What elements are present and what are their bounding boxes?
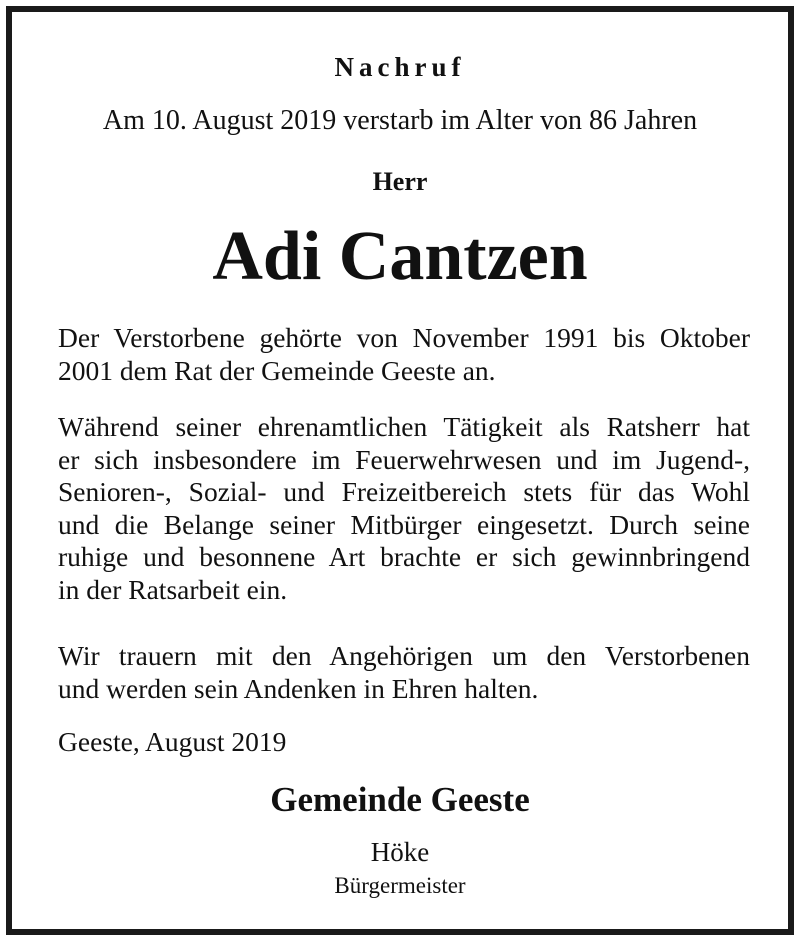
- text-line: Während seiner ehrenamtlichen Tätigkeit als Ratsherr hat: [58, 411, 750, 442]
- text-line: Der Verstorbene gehörte von November 1991 bis Oktober: [58, 322, 750, 353]
- text-line: und die Belange seiner Mitbürger eingesetzt. Durch seine: [58, 508, 750, 540]
- text-line: er sich insbesondere im Feuerwehrwesen und im Jugend-,: [58, 443, 750, 475]
- text-line: Wir trauern mit den Angehörigen um den Verstorbenen: [58, 640, 750, 671]
- paragraph-mourning: [58, 640, 750, 705]
- text-line: ruhige und besonnene Art brachte er sich gewinnbringend: [58, 541, 750, 572]
- deceased-name: Adi Cantzen: [212, 218, 588, 295]
- death-announcement: Am 10. August 2019 verstarb im Alter von 86 Jahren: [102, 105, 698, 136]
- organization-name: Gemeinde Geeste: [270, 780, 530, 819]
- salutation: Herr: [372, 167, 428, 196]
- signer-name: Höke: [370, 837, 430, 867]
- signer-role: Bürgermeister: [334, 873, 466, 898]
- paragraph-honorary-work: [58, 411, 750, 606]
- text-line: und werden sein Andenken in Ehren halten.: [58, 672, 539, 704]
- text-line: 2001 dem Rat der Gemeinde Geeste an.: [58, 354, 496, 386]
- text-line: in der Ratsarbeit ein.: [58, 573, 288, 605]
- paragraph-council-membership: [58, 322, 750, 387]
- place-date: Geeste, August 2019: [58, 726, 287, 757]
- notice-title: Nachruf: [334, 52, 466, 82]
- text-line: Senioren-, Sozial- und Freizeitbereich stets für das Wohl: [58, 476, 750, 507]
